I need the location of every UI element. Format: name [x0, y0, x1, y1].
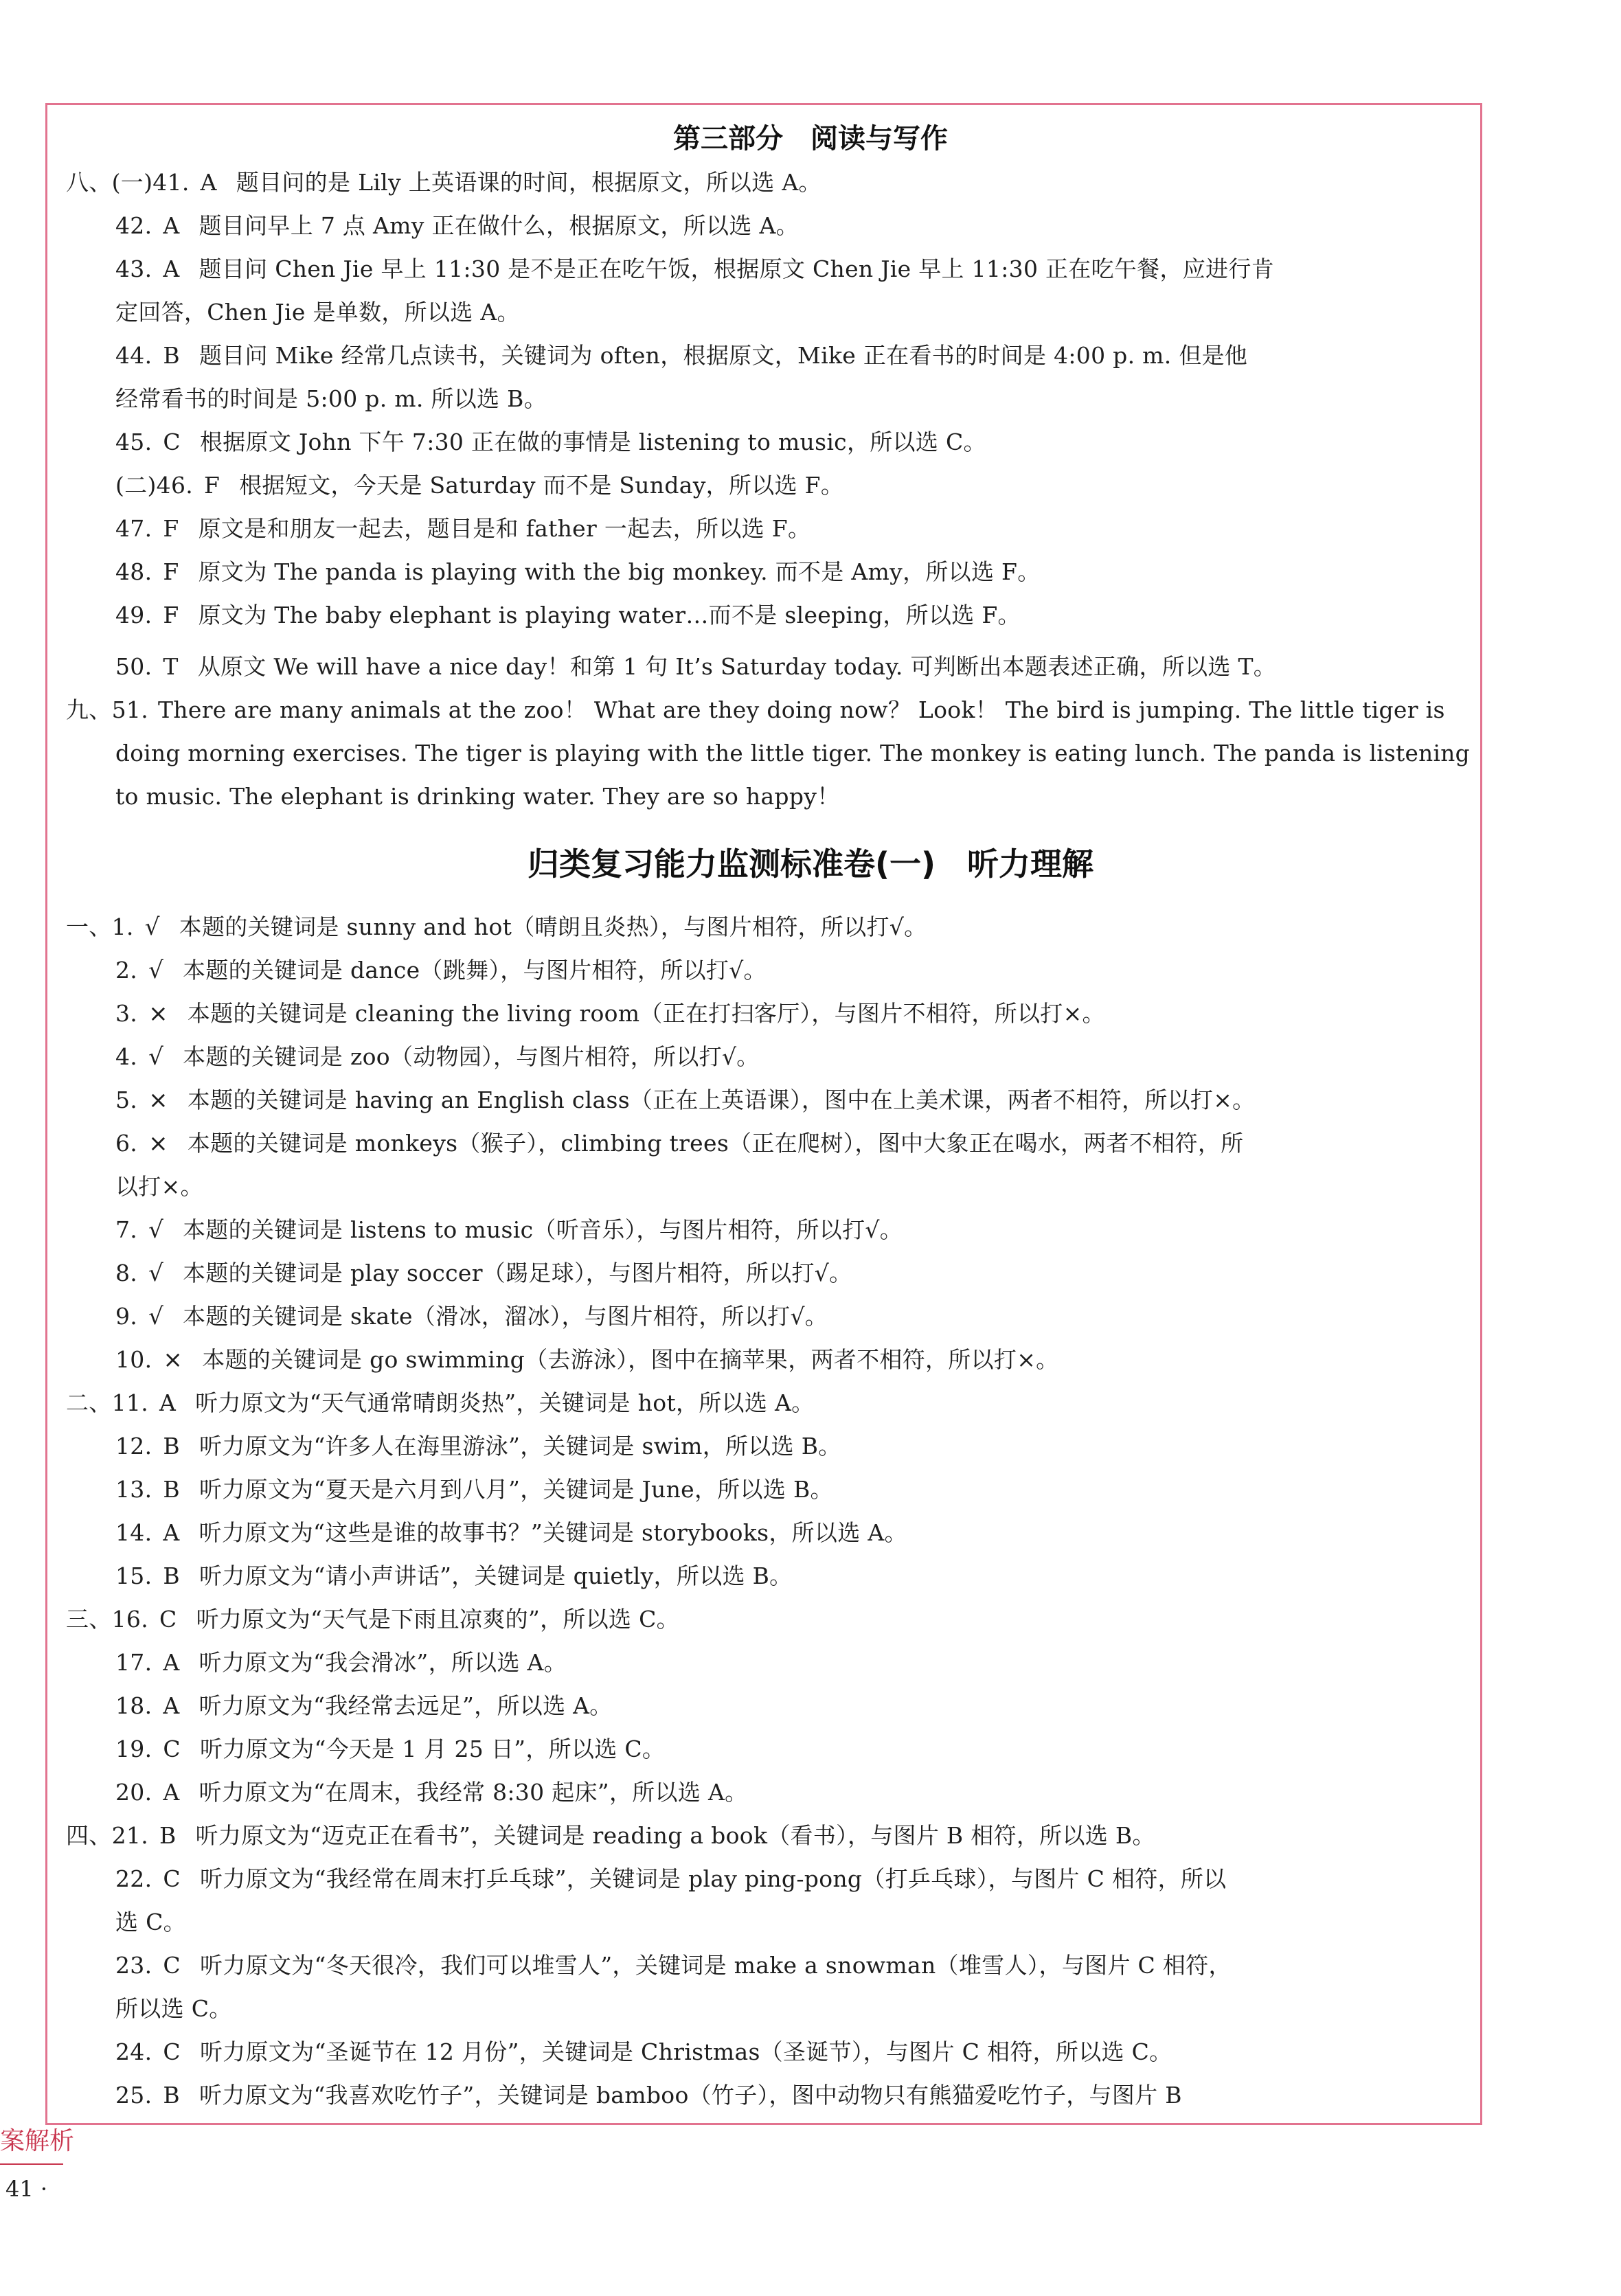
- cross-mark: ×: [148, 1130, 168, 1157]
- q-num: 43.: [115, 255, 152, 282]
- answer-13: [115, 1472, 833, 1508]
- q-text: There are many animals at the zoo！ What are they doing now？ Look！ The bird is jumping. The little tiger is: [158, 696, 1445, 723]
- answer-51: [66, 692, 1445, 728]
- q-text: 原文为 The panda is playing with the big monkey. 而不是 Amy，所以选 F。: [198, 558, 1041, 585]
- q-num: 11.: [111, 1389, 148, 1416]
- answer-17: [115, 1645, 567, 1681]
- q-answer: C: [163, 429, 181, 455]
- answer-25: [115, 2078, 1182, 2113]
- q-text: 本题的关键词是 play soccer（踢足球），与图片相符，所以打√。: [183, 1260, 852, 1286]
- q-text: 原文为 The baby elephant is playing water…而不是 sleeping，所以选 F。: [198, 602, 1021, 628]
- q-text: 听力原文为“迈克正在看书”，关键词是 reading a book（看书），与图片 B 相符，所以选 B。: [195, 1822, 1155, 1849]
- section-prefix: 二、: [66, 1389, 112, 1416]
- answer-49: [115, 598, 1021, 633]
- q-text: 从原文 We will have a nice day！和第 1 句 It’s Saturday today. 可判断出本题表述正确，所以选 T。: [197, 653, 1277, 680]
- footer-divider: [0, 2163, 63, 2165]
- q-answer: F: [163, 515, 179, 542]
- answer-22-cont: 选 C。: [115, 1909, 186, 1935]
- q-answer: B: [163, 1476, 180, 1503]
- q-num: 25.: [115, 2082, 152, 2109]
- answer-23-cont: 所以选 C。: [115, 1995, 232, 2022]
- q-num: 23.: [115, 1952, 152, 1979]
- q-num: 6.: [115, 1130, 138, 1157]
- q-text: 听力原文为“我喜欢吃竹子”，关键词是 bamboo（竹子），图中动物只有熊猫爱吃竹子，与图片 B: [199, 2082, 1182, 2109]
- q-text: 本题的关键词是 cleaning the living room（正在打扫客厅），与图片不相符，所以打×。: [187, 1000, 1105, 1027]
- answer-6-cont: 以打×。: [115, 1173, 203, 1200]
- answer-1: [66, 909, 927, 945]
- q-answer: F: [163, 558, 179, 585]
- q-num: 47.: [115, 515, 152, 542]
- answer-3: [115, 996, 1105, 1032]
- q-num: 16.: [111, 1606, 148, 1633]
- part3-title: 第三部分 阅读与写作: [673, 123, 948, 155]
- q-text: 原文是和朋友一起去，题目是和 father 一起去，所以选 F。: [198, 515, 811, 542]
- q-answer: A: [163, 1692, 180, 1719]
- q-answer: A: [163, 1779, 180, 1806]
- q-answer: C: [163, 1952, 181, 1979]
- section-prefix: 八、(一): [66, 169, 153, 196]
- check-mark: √: [148, 1043, 164, 1071]
- q-answer: C: [163, 1865, 181, 1892]
- q-num: 22.: [115, 1865, 152, 1892]
- answer-14: [115, 1515, 907, 1551]
- answer-12: [115, 1429, 841, 1464]
- answer-51-line2: doing morning exercises. The tiger is playing with the little tiger. The monkey is eating lunch. The panda is listening: [115, 740, 1470, 766]
- answer-9: [115, 1299, 828, 1334]
- cross-mark: ×: [148, 1087, 168, 1114]
- check-mark: √: [148, 957, 164, 984]
- q-num: 21.: [111, 1822, 148, 1849]
- section-prefix: 九、: [66, 696, 112, 723]
- answer-2: [115, 953, 767, 988]
- section-prefix: 三、: [66, 1606, 112, 1633]
- answer-44-cont: 经常看书的时间是 5:00 p. m. 所以选 B。: [115, 385, 547, 412]
- q-answer: T: [163, 653, 179, 680]
- q-text: 本题的关键词是 having an English class（正在上英语课），图中在上美术课，两者不相符，所以打×。: [187, 1087, 1256, 1113]
- answer-42: [115, 208, 799, 244]
- q-text: 听力原文为“天气通常晴朗炎热”，关键词是 hot，所以选 A。: [195, 1389, 815, 1416]
- footer-section-label: 案解析: [0, 2127, 75, 2155]
- section-prefix: (二): [115, 472, 157, 499]
- answer-43-cont: 定回答，Chen Jie 是单数，所以选 A。: [115, 299, 520, 326]
- q-text: 本题的关键词是 monkeys（猴子），climbing trees（正在爬树），图中大象正在喝水，两者不相符，所: [187, 1130, 1244, 1157]
- q-num: 1.: [111, 913, 134, 940]
- answer-46: [115, 468, 843, 503]
- cross-mark: ×: [148, 1000, 168, 1027]
- q-num: 42.: [115, 212, 152, 239]
- q-num: 41.: [152, 169, 190, 196]
- check-mark: √: [144, 913, 160, 941]
- q-text: 听力原文为“夏天是六月到八月”，关键词是 June，所以选 B。: [199, 1476, 833, 1503]
- q-answer: A: [163, 212, 180, 239]
- q-text: 听力原文为“冬天很冷，我们可以堆雪人”，关键词是 make a snowman（堆雪人），与图片 C 相符，: [199, 1952, 1232, 1979]
- q-num: 8.: [115, 1260, 138, 1286]
- answer-44: [115, 338, 1247, 374]
- q-text: 听力原文为“圣诞节在 12 月份”，关键词是 Christmas（圣诞节），与图片 C 相符，所以选 C。: [199, 2038, 1172, 2065]
- answer-23: [115, 1948, 1232, 1984]
- q-answer: C: [163, 1736, 181, 1762]
- q-text: 本题的关键词是 dance（跳舞），与图片相符，所以打√。: [183, 957, 767, 984]
- q-answer: A: [163, 1649, 180, 1676]
- q-answer: B: [163, 1433, 180, 1459]
- q-num: 20.: [115, 1779, 152, 1806]
- check-mark: √: [148, 1303, 164, 1330]
- answer-51-line3: to music. The elephant is drinking water. They are so happy！: [115, 783, 840, 810]
- q-num: 19.: [115, 1736, 152, 1762]
- check-mark: √: [148, 1216, 164, 1244]
- q-answer: A: [163, 255, 180, 282]
- q-num: 3.: [115, 1000, 138, 1027]
- q-num: 13.: [115, 1476, 152, 1503]
- answer-19: [115, 1731, 665, 1767]
- answer-4: [115, 1039, 760, 1075]
- q-text: 听力原文为“这些是谁的故事书？”关键词是 storybooks，所以选 A。: [199, 1519, 907, 1546]
- q-num: 49.: [115, 602, 152, 628]
- page-number: 41 ·: [5, 2176, 48, 2202]
- q-num: 46.: [156, 472, 194, 499]
- q-num: 48.: [115, 558, 152, 585]
- answer-43: [115, 251, 1274, 287]
- answer-48: [115, 554, 1041, 590]
- q-answer: C: [159, 1606, 177, 1633]
- q-text: 听力原文为“我经常去远足”，所以选 A。: [199, 1692, 613, 1719]
- answer-10: [115, 1342, 1058, 1378]
- answer-20: [115, 1775, 747, 1810]
- q-answer: F: [163, 602, 179, 628]
- q-answer: C: [163, 2038, 181, 2065]
- q-text: 本题的关键词是 listens to music（听音乐），与图片相符，所以打√。: [183, 1216, 903, 1243]
- answer-5: [115, 1082, 1255, 1118]
- check-mark: √: [148, 1260, 164, 1287]
- q-answer: B: [163, 342, 180, 369]
- section-prefix: 四、: [66, 1822, 112, 1849]
- q-num: 24.: [115, 2038, 152, 2065]
- q-text: 听力原文为“我经常在周末打乒乓球”，关键词是 play ping-pong（打乒乓球），与图片 C 相符，所以: [199, 1865, 1227, 1892]
- q-answer: F: [204, 472, 220, 499]
- q-num: 17.: [115, 1649, 152, 1676]
- q-num: 12.: [115, 1433, 152, 1459]
- q-text: 本题的关键词是 sunny and hot（晴朗且炎热），与图片相符，所以打√。: [179, 913, 927, 940]
- q-answer: B: [163, 1562, 180, 1589]
- answer-41: [66, 165, 821, 201]
- answer-45: [115, 424, 986, 460]
- q-text: 题目问 Mike 经常几点读书，关键词为 often，根据原文，Mike 正在看书的时间是 4:00 p. m. 但是他: [199, 342, 1248, 369]
- q-num: 50.: [115, 653, 152, 680]
- q-text: 根据短文，今天是 Saturday 而不是 Sunday，所以选 F。: [239, 472, 844, 499]
- answer-11: [66, 1385, 814, 1421]
- q-num: 45.: [115, 429, 152, 455]
- q-num: 14.: [115, 1519, 152, 1546]
- answer-7: [115, 1212, 903, 1248]
- q-num: 18.: [115, 1692, 152, 1719]
- q-answer: A: [200, 169, 217, 196]
- q-text: 本题的关键词是 go swimming（去游泳），图中在摘苹果，两者不相符，所以打×。: [202, 1346, 1059, 1373]
- cross-mark: ×: [163, 1346, 183, 1374]
- q-num: 51.: [111, 696, 148, 723]
- q-text: 题目问早上 7 点 Amy 正在做什么，根据原文，所以选 A。: [199, 212, 799, 239]
- section-prefix: 一、: [66, 913, 112, 940]
- answer-50: [115, 649, 1276, 685]
- answer-22: [115, 1861, 1226, 1897]
- q-num: 9.: [115, 1303, 138, 1330]
- q-num: 5.: [115, 1087, 138, 1113]
- q-num: 15.: [115, 1562, 152, 1589]
- answer-8: [115, 1255, 852, 1291]
- q-answer: B: [159, 1822, 177, 1849]
- answer-21: [66, 1818, 1155, 1854]
- test-title: 归类复习能力监测标准卷(一) 听力理解: [527, 845, 1094, 883]
- q-text: 本题的关键词是 zoo（动物园），与图片相符，所以打√。: [183, 1043, 760, 1070]
- q-text: 根据原文 John 下午 7:30 正在做的事情是 listening to music，所以选 C。: [199, 429, 986, 455]
- q-num: 4.: [115, 1043, 138, 1070]
- q-answer: B: [163, 2082, 180, 2109]
- q-text: 听力原文为“今天是 1 月 25 日”，所以选 C。: [199, 1736, 666, 1762]
- q-text: 听力原文为“许多人在海里游泳”，关键词是 swim，所以选 B。: [199, 1433, 841, 1459]
- q-answer: A: [163, 1519, 180, 1546]
- q-text: 听力原文为“我会滑冰”，所以选 A。: [199, 1649, 567, 1676]
- q-text: 题目问的是 Lily 上英语课的时间，根据原文，所以选 A。: [236, 169, 821, 196]
- q-text: 听力原文为“天气是下雨且凉爽的”，所以选 C。: [196, 1606, 679, 1633]
- q-text: 题目问 Chen Jie 早上 11:30 是不是正在吃午饭，根据原文 Chen Jie 早上 11:30 正在吃午餐，应进行肯: [199, 255, 1275, 282]
- answer-6: [115, 1126, 1243, 1161]
- answer-24: [115, 2034, 1172, 2070]
- q-answer: A: [159, 1389, 177, 1416]
- q-text: 听力原文为“请小声讲话”，关键词是 quietly，所以选 B。: [199, 1562, 793, 1589]
- q-text: 本题的关键词是 skate（滑冰，溜冰），与图片相符，所以打√。: [183, 1303, 828, 1330]
- q-num: 7.: [115, 1216, 138, 1243]
- answer-15: [115, 1558, 792, 1594]
- q-num: 10.: [115, 1346, 152, 1373]
- answer-47: [115, 511, 810, 547]
- q-num: 2.: [115, 957, 138, 984]
- q-text: 听力原文为“在周末，我经常 8:30 起床”，所以选 A。: [199, 1779, 748, 1806]
- answer-16: [66, 1602, 679, 1637]
- q-num: 44.: [115, 342, 152, 369]
- answer-18: [115, 1688, 613, 1724]
